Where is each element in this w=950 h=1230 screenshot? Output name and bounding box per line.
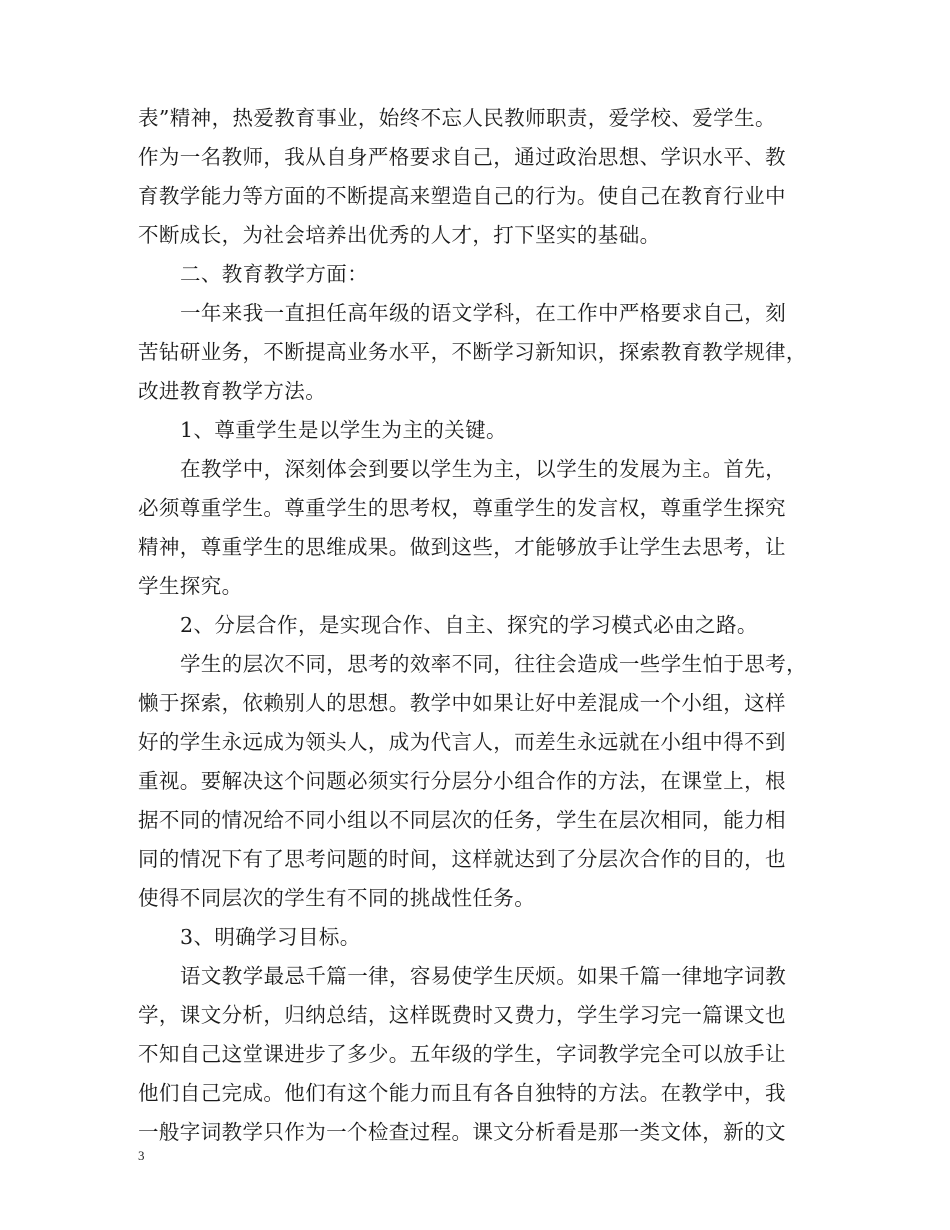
- subsection-heading: 2、分层合作，是实现合作、自主、探究的学习模式必由之路。: [180, 613, 758, 637]
- text-line: 不知自己这堂课进步了多少。五年级的学生，字词教学完全可以放手让: [138, 1042, 786, 1066]
- text-line: 一般字词教学只作为一个检查过程。课文分析看是那一类文体，新的文: [138, 1120, 786, 1144]
- page-number: 3: [138, 1148, 145, 1163]
- text-line: 作为一名教师，我从自身严格要求自己，通过政治思想、学识水平、教: [138, 145, 786, 169]
- text-line: 学生探究。: [138, 574, 243, 598]
- text-line: 表”精神，热爱教育事业，始终不忘人民教师职责，爱学校、爱学生。: [138, 106, 776, 130]
- text-line: 学，课文分析，归纳总结，这样既费时又费力，学生学习完一篇课文也: [138, 1003, 786, 1027]
- text-line: 语文教学最忌千篇一律，容易使学生厌烦。如果千篇一律地字词教: [180, 964, 787, 988]
- section-heading: 二、教育教学方面：: [180, 262, 369, 286]
- text-line: 改进教育教学方法。: [138, 379, 327, 403]
- text-line: 同的情况下有了思考问题的时间，这样就达到了分层次合作的目的，也: [138, 847, 786, 871]
- text-line: 必须尊重学生。尊重学生的思考权，尊重学生的发言权，尊重学生探究: [138, 496, 786, 520]
- subsection-heading: 3、明确学习目标。: [180, 925, 361, 949]
- text-line: 不断成长，为社会培养出优秀的人才，打下坚实的基础。: [138, 223, 661, 247]
- text-line: 在教学中，深刻体会到要以学生为主，以学生的发展为主。首先，: [180, 457, 787, 481]
- text-line: 使得不同层次的学生有不同的挑战性任务。: [138, 886, 536, 910]
- text-line: 苦钻研业务，不断提高业务水平，不断学习新知识，探索教育教学规律，: [138, 340, 807, 364]
- text-line: 据不同的情况给不同小组以不同层次的任务，学生在层次相同，能力相: [138, 808, 786, 832]
- text-line: 好的学生永远成为领头人，成为代言人，而差生永远就在小组中得不到: [138, 730, 786, 754]
- text-line: 他们自己完成。他们有这个能力而且有各自独特的方法。在教学中，我: [138, 1081, 786, 1105]
- text-line: 育教学能力等方面的不断提高来塑造自己的行为。使自己在教育行业中: [138, 184, 786, 208]
- text-line: 一年来我一直担任高年级的语文学科，在工作中严格要求自己，刻: [180, 301, 787, 325]
- text-line: 学生的层次不同，思考的效率不同，往往会造成一些学生怕于思考，: [180, 652, 807, 676]
- subsection-heading: 1、尊重学生是以学生为主的关键。: [180, 418, 507, 442]
- text-line: 重视。要解决这个问题必须实行分层分小组合作的方法，在课堂上，根: [138, 769, 786, 793]
- text-line: 精神，尊重学生的思维成果。做到这些，才能够放手让学生去思考，让: [138, 535, 786, 559]
- text-line: 懒于探索，依赖别人的思想。教学中如果让好中差混成一个小组，这样: [138, 691, 786, 715]
